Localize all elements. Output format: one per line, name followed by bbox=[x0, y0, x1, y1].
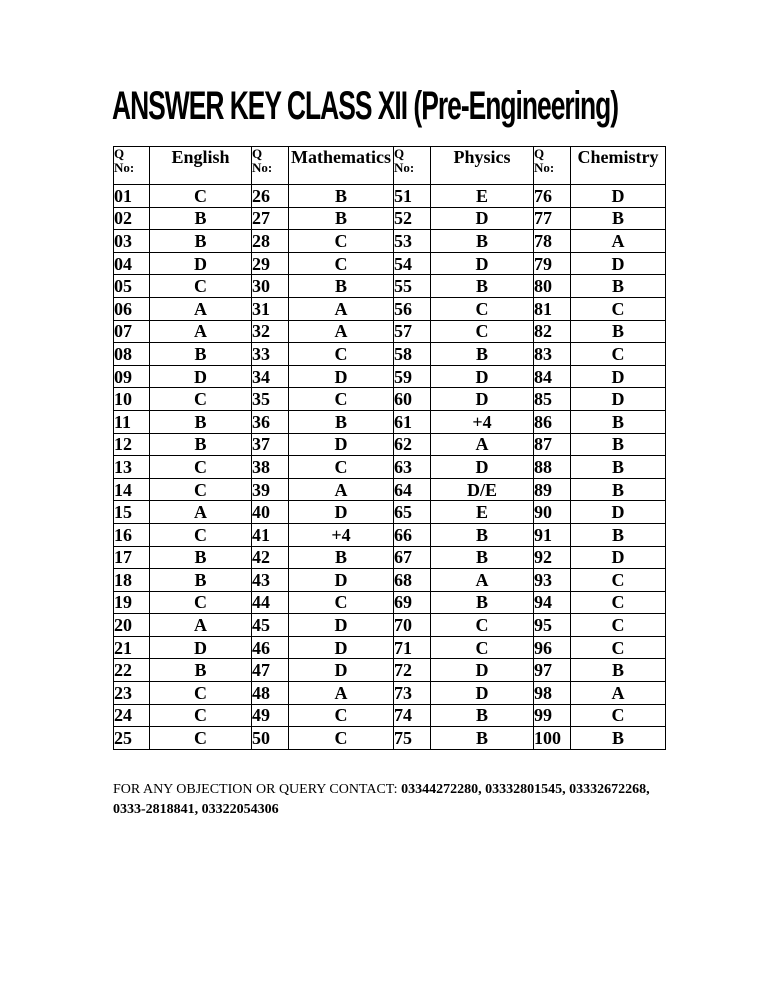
english-answer-cell: D bbox=[150, 252, 252, 275]
question-number-cell: 64 bbox=[394, 478, 431, 501]
english-answer-cell: C bbox=[150, 727, 252, 750]
question-number-cell: 40 bbox=[252, 501, 289, 524]
question-number-cell: 60 bbox=[394, 388, 431, 411]
question-number-cell: 42 bbox=[252, 546, 289, 569]
chemistry-answer-cell: C bbox=[571, 297, 666, 320]
question-number-cell: 72 bbox=[394, 659, 431, 682]
chemistry-answer-cell: B bbox=[571, 456, 666, 479]
table-row bbox=[114, 230, 666, 253]
chemistry-answer-cell: B bbox=[571, 478, 666, 501]
question-number-cell: 04 bbox=[114, 252, 150, 275]
chemistry-answer-cell: C bbox=[571, 704, 666, 727]
question-number-cell: 55 bbox=[394, 275, 431, 298]
mathematics-answer-cell: B bbox=[289, 207, 394, 230]
question-number-cell: 01 bbox=[114, 185, 150, 208]
physics-answer-cell: +4 bbox=[431, 410, 534, 433]
english-answer-cell: B bbox=[150, 569, 252, 592]
mathematics-answer-cell: C bbox=[289, 727, 394, 750]
question-number-cell: 48 bbox=[252, 682, 289, 705]
question-number-cell: 75 bbox=[394, 727, 431, 750]
question-number-cell: 52 bbox=[394, 207, 431, 230]
question-number-cell: 09 bbox=[114, 365, 150, 388]
mathematics-header: Mathematics bbox=[289, 147, 394, 185]
english-answer-cell: C bbox=[150, 185, 252, 208]
chemistry-answer-cell: A bbox=[571, 682, 666, 705]
question-number-cell: 90 bbox=[534, 501, 571, 524]
mathematics-answer-cell: C bbox=[289, 704, 394, 727]
physics-answer-cell: B bbox=[431, 523, 534, 546]
chemistry-answer-cell: B bbox=[571, 207, 666, 230]
table-row bbox=[114, 388, 666, 411]
chemistry-answer-cell: C bbox=[571, 636, 666, 659]
mathematics-answer-cell: A bbox=[289, 297, 394, 320]
english-answer-cell: D bbox=[150, 365, 252, 388]
english-answer-cell: B bbox=[150, 230, 252, 253]
english-answer-cell: D bbox=[150, 636, 252, 659]
question-number-cell: 95 bbox=[534, 614, 571, 637]
question-number-cell: 54 bbox=[394, 252, 431, 275]
table-row bbox=[114, 456, 666, 479]
english-answer-cell: B bbox=[150, 433, 252, 456]
question-number-cell: 10 bbox=[114, 388, 150, 411]
table-row bbox=[114, 275, 666, 298]
question-number-cell: 69 bbox=[394, 591, 431, 614]
question-number-cell: 79 bbox=[534, 252, 571, 275]
mathematics-answer-cell: C bbox=[289, 456, 394, 479]
english-answer-cell: C bbox=[150, 591, 252, 614]
question-number-cell: 18 bbox=[114, 569, 150, 592]
question-number-cell: 35 bbox=[252, 388, 289, 411]
english-answer-cell: A bbox=[150, 320, 252, 343]
question-number-cell: 11 bbox=[114, 410, 150, 433]
mathematics-answer-cell: B bbox=[289, 410, 394, 433]
mathematics-answer-cell: D bbox=[289, 614, 394, 637]
q-no-header: Q No: bbox=[534, 147, 571, 185]
question-number-cell: 23 bbox=[114, 682, 150, 705]
question-number-cell: 38 bbox=[252, 456, 289, 479]
english-answer-cell: A bbox=[150, 614, 252, 637]
question-number-cell: 29 bbox=[252, 252, 289, 275]
question-number-cell: 51 bbox=[394, 185, 431, 208]
question-number-cell: 82 bbox=[534, 320, 571, 343]
physics-answer-cell: D bbox=[431, 659, 534, 682]
physics-answer-cell: E bbox=[431, 501, 534, 524]
mathematics-answer-cell: D bbox=[289, 433, 394, 456]
question-number-cell: 66 bbox=[394, 523, 431, 546]
english-answer-cell: B bbox=[150, 546, 252, 569]
question-number-cell: 74 bbox=[394, 704, 431, 727]
chemistry-answer-cell: D bbox=[571, 252, 666, 275]
question-number-cell: 30 bbox=[252, 275, 289, 298]
english-answer-cell: C bbox=[150, 456, 252, 479]
table-row bbox=[114, 320, 666, 343]
table-row bbox=[114, 704, 666, 727]
question-number-cell: 25 bbox=[114, 727, 150, 750]
table-row bbox=[114, 478, 666, 501]
chemistry-answer-cell: B bbox=[571, 410, 666, 433]
question-number-cell: 83 bbox=[534, 343, 571, 366]
question-number-cell: 32 bbox=[252, 320, 289, 343]
mathematics-answer-cell: C bbox=[289, 343, 394, 366]
table-row bbox=[114, 569, 666, 592]
english-answer-cell: B bbox=[150, 410, 252, 433]
table-row bbox=[114, 636, 666, 659]
chemistry-answer-cell: C bbox=[571, 614, 666, 637]
question-number-cell: 85 bbox=[534, 388, 571, 411]
physics-answer-cell: A bbox=[431, 433, 534, 456]
question-number-cell: 67 bbox=[394, 546, 431, 569]
physics-answer-cell: D bbox=[431, 456, 534, 479]
question-number-cell: 22 bbox=[114, 659, 150, 682]
question-number-cell: 76 bbox=[534, 185, 571, 208]
english-answer-cell: C bbox=[150, 275, 252, 298]
question-number-cell: 45 bbox=[252, 614, 289, 637]
mathematics-answer-cell: B bbox=[289, 185, 394, 208]
mathematics-answer-cell: B bbox=[289, 546, 394, 569]
physics-answer-cell: C bbox=[431, 614, 534, 637]
physics-answer-cell: C bbox=[431, 297, 534, 320]
question-number-cell: 86 bbox=[534, 410, 571, 433]
question-number-cell: 06 bbox=[114, 297, 150, 320]
question-number-cell: 77 bbox=[534, 207, 571, 230]
table-row bbox=[114, 546, 666, 569]
question-number-cell: 07 bbox=[114, 320, 150, 343]
question-number-cell: 26 bbox=[252, 185, 289, 208]
mathematics-answer-cell: C bbox=[289, 252, 394, 275]
q-no-header: Q No: bbox=[394, 147, 431, 185]
english-answer-cell: C bbox=[150, 388, 252, 411]
question-number-cell: 16 bbox=[114, 523, 150, 546]
chemistry-answer-cell: D bbox=[571, 365, 666, 388]
mathematics-answer-cell: A bbox=[289, 320, 394, 343]
table-row bbox=[114, 365, 666, 388]
question-number-cell: 19 bbox=[114, 591, 150, 614]
chemistry-answer-cell: B bbox=[571, 727, 666, 750]
chemistry-answer-cell: C bbox=[571, 591, 666, 614]
question-number-cell: 41 bbox=[252, 523, 289, 546]
table-row bbox=[114, 614, 666, 637]
question-number-cell: 24 bbox=[114, 704, 150, 727]
chemistry-answer-cell: B bbox=[571, 659, 666, 682]
chemistry-answer-cell: D bbox=[571, 185, 666, 208]
question-number-cell: 81 bbox=[534, 297, 571, 320]
table-row bbox=[114, 297, 666, 320]
question-number-cell: 65 bbox=[394, 501, 431, 524]
question-number-cell: 63 bbox=[394, 456, 431, 479]
physics-answer-cell: D/E bbox=[431, 478, 534, 501]
table-row bbox=[114, 433, 666, 456]
question-number-cell: 58 bbox=[394, 343, 431, 366]
question-number-cell: 12 bbox=[114, 433, 150, 456]
physics-answer-cell: B bbox=[431, 230, 534, 253]
question-number-cell: 97 bbox=[534, 659, 571, 682]
table-row bbox=[114, 207, 666, 230]
question-number-cell: 50 bbox=[252, 727, 289, 750]
chemistry-answer-cell: C bbox=[571, 569, 666, 592]
question-number-cell: 36 bbox=[252, 410, 289, 433]
table-row bbox=[114, 659, 666, 682]
question-number-cell: 61 bbox=[394, 410, 431, 433]
question-number-cell: 88 bbox=[534, 456, 571, 479]
question-number-cell: 56 bbox=[394, 297, 431, 320]
question-number-cell: 70 bbox=[394, 614, 431, 637]
question-number-cell: 96 bbox=[534, 636, 571, 659]
q-no-header: Q No: bbox=[252, 147, 289, 185]
q-no-header: Q No: bbox=[114, 147, 150, 185]
physics-answer-cell: B bbox=[431, 591, 534, 614]
physics-answer-cell: A bbox=[431, 569, 534, 592]
english-answer-cell: A bbox=[150, 297, 252, 320]
question-number-cell: 15 bbox=[114, 501, 150, 524]
question-number-cell: 71 bbox=[394, 636, 431, 659]
question-number-cell: 08 bbox=[114, 343, 150, 366]
mathematics-answer-cell: D bbox=[289, 659, 394, 682]
question-number-cell: 21 bbox=[114, 636, 150, 659]
table-row bbox=[114, 501, 666, 524]
physics-answer-cell: B bbox=[431, 546, 534, 569]
question-number-cell: 28 bbox=[252, 230, 289, 253]
question-number-cell: 89 bbox=[534, 478, 571, 501]
table-row bbox=[114, 185, 666, 208]
question-number-cell: 44 bbox=[252, 591, 289, 614]
question-number-cell: 99 bbox=[534, 704, 571, 727]
mathematics-answer-cell: C bbox=[289, 230, 394, 253]
question-number-cell: 03 bbox=[114, 230, 150, 253]
mathematics-answer-cell: C bbox=[289, 388, 394, 411]
question-number-cell: 68 bbox=[394, 569, 431, 592]
physics-answer-cell: C bbox=[431, 636, 534, 659]
english-header: English bbox=[150, 147, 252, 185]
chemistry-answer-cell: B bbox=[571, 320, 666, 343]
physics-answer-cell: D bbox=[431, 682, 534, 705]
physics-answer-cell: D bbox=[431, 388, 534, 411]
question-number-cell: 73 bbox=[394, 682, 431, 705]
question-number-cell: 84 bbox=[534, 365, 571, 388]
question-number-cell: 20 bbox=[114, 614, 150, 637]
contact-numbers: 03344272280, 03332801545, 03332672268, 0333-2818841, 03322054306 bbox=[113, 782, 650, 817]
question-number-cell: 14 bbox=[114, 478, 150, 501]
question-number-cell: 91 bbox=[534, 523, 571, 546]
mathematics-answer-cell: B bbox=[289, 275, 394, 298]
table-row bbox=[114, 343, 666, 366]
physics-header: Physics bbox=[431, 147, 534, 185]
question-number-cell: 05 bbox=[114, 275, 150, 298]
question-number-cell: 53 bbox=[394, 230, 431, 253]
question-number-cell: 49 bbox=[252, 704, 289, 727]
question-number-cell: 62 bbox=[394, 433, 431, 456]
question-number-cell: 27 bbox=[252, 207, 289, 230]
question-number-cell: 34 bbox=[252, 365, 289, 388]
question-number-cell: 94 bbox=[534, 591, 571, 614]
mathematics-answer-cell: A bbox=[289, 682, 394, 705]
mathematics-answer-cell: D bbox=[289, 569, 394, 592]
question-number-cell: 100 bbox=[534, 727, 571, 750]
chemistry-answer-cell: D bbox=[571, 388, 666, 411]
question-number-cell: 47 bbox=[252, 659, 289, 682]
physics-answer-cell: B bbox=[431, 727, 534, 750]
question-number-cell: 33 bbox=[252, 343, 289, 366]
question-number-cell: 98 bbox=[534, 682, 571, 705]
answer-key-table bbox=[113, 146, 666, 750]
table-row bbox=[114, 523, 666, 546]
chemistry-answer-cell: C bbox=[571, 343, 666, 366]
mathematics-answer-cell: D bbox=[289, 365, 394, 388]
physics-answer-cell: B bbox=[431, 275, 534, 298]
contact-note bbox=[113, 780, 653, 820]
chemistry-answer-cell: D bbox=[571, 501, 666, 524]
contact-label: FOR ANY OBJECTION OR QUERY CONTACT: bbox=[113, 782, 402, 797]
table-header-row bbox=[114, 147, 666, 185]
english-answer-cell: C bbox=[150, 478, 252, 501]
chemistry-answer-cell: A bbox=[571, 230, 666, 253]
chemistry-answer-cell: B bbox=[571, 275, 666, 298]
physics-answer-cell: B bbox=[431, 343, 534, 366]
question-number-cell: 78 bbox=[534, 230, 571, 253]
question-number-cell: 93 bbox=[534, 569, 571, 592]
table-row bbox=[114, 252, 666, 275]
english-answer-cell: C bbox=[150, 682, 252, 705]
english-answer-cell: B bbox=[150, 659, 252, 682]
question-number-cell: 43 bbox=[252, 569, 289, 592]
question-number-cell: 46 bbox=[252, 636, 289, 659]
english-answer-cell: B bbox=[150, 343, 252, 366]
physics-answer-cell: E bbox=[431, 185, 534, 208]
question-number-cell: 31 bbox=[252, 297, 289, 320]
english-answer-cell: C bbox=[150, 523, 252, 546]
question-number-cell: 37 bbox=[252, 433, 289, 456]
table-row bbox=[114, 727, 666, 750]
physics-answer-cell: B bbox=[431, 704, 534, 727]
mathematics-answer-cell: +4 bbox=[289, 523, 394, 546]
question-number-cell: 80 bbox=[534, 275, 571, 298]
english-answer-cell: C bbox=[150, 704, 252, 727]
question-number-cell: 02 bbox=[114, 207, 150, 230]
question-number-cell: 39 bbox=[252, 478, 289, 501]
question-number-cell: 17 bbox=[114, 546, 150, 569]
chemistry-answer-cell: D bbox=[571, 546, 666, 569]
table-row bbox=[114, 410, 666, 433]
mathematics-answer-cell: D bbox=[289, 501, 394, 524]
mathematics-answer-cell: D bbox=[289, 636, 394, 659]
physics-answer-cell: C bbox=[431, 320, 534, 343]
physics-answer-cell: D bbox=[431, 365, 534, 388]
chemistry-answer-cell: B bbox=[571, 433, 666, 456]
chemistry-header: Chemistry bbox=[571, 147, 666, 185]
question-number-cell: 92 bbox=[534, 546, 571, 569]
mathematics-answer-cell: A bbox=[289, 478, 394, 501]
question-number-cell: 57 bbox=[394, 320, 431, 343]
english-answer-cell: B bbox=[150, 207, 252, 230]
answer-key-body bbox=[114, 185, 666, 750]
english-answer-cell: A bbox=[150, 501, 252, 524]
physics-answer-cell: D bbox=[431, 252, 534, 275]
mathematics-answer-cell: C bbox=[289, 591, 394, 614]
page-title: ANSWER KEY CLASS XII (Pre-Engineering) bbox=[112, 84, 619, 128]
question-number-cell: 87 bbox=[534, 433, 571, 456]
physics-answer-cell: D bbox=[431, 207, 534, 230]
chemistry-answer-cell: B bbox=[571, 523, 666, 546]
table-row bbox=[114, 682, 666, 705]
table-row bbox=[114, 591, 666, 614]
question-number-cell: 59 bbox=[394, 365, 431, 388]
question-number-cell: 13 bbox=[114, 456, 150, 479]
